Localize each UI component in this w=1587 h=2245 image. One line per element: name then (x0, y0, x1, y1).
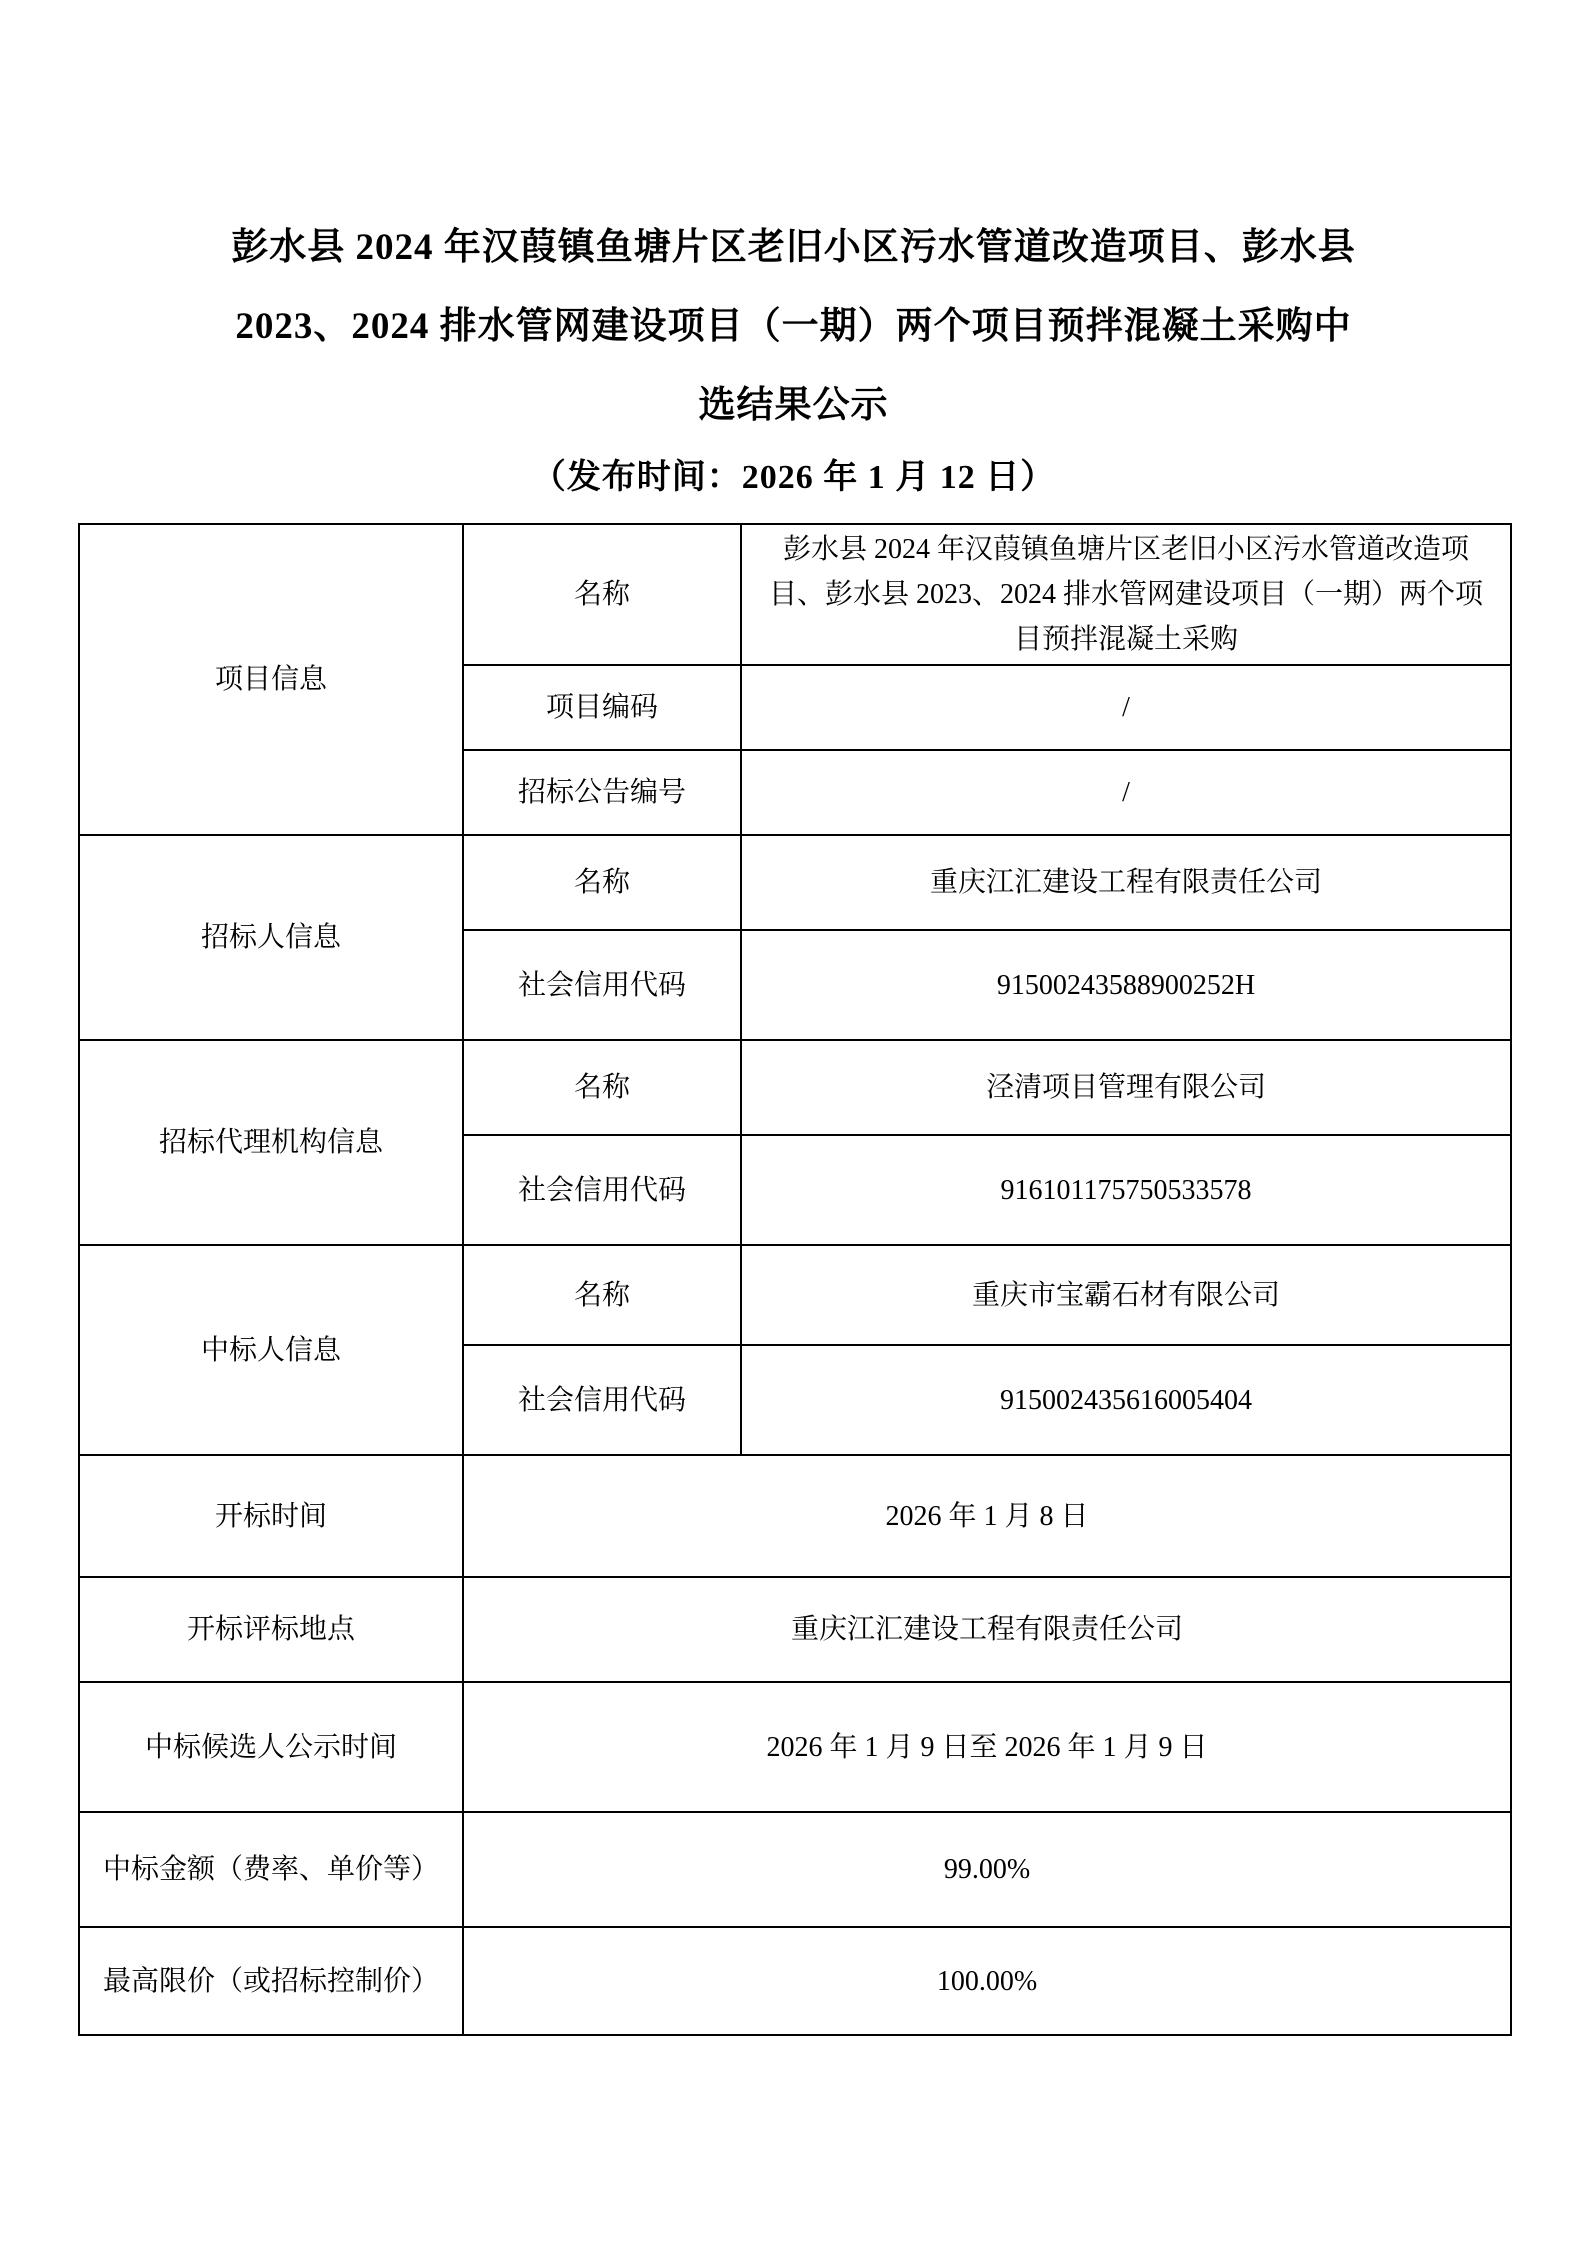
publish-time: （发布时间：2026 年 1 月 12 日） (531, 459, 1056, 496)
project-info-group-label: 项目信息 (79, 524, 463, 835)
table-row (79, 1682, 1511, 1812)
result-table (78, 523, 1512, 2036)
winning-amount-value: 99.00% (463, 1812, 1511, 1927)
tenderer-credit-code-label: 社会信用代码 (463, 930, 741, 1040)
tenderer-name-label: 名称 (463, 835, 741, 930)
project-name-value: 彭水县 2024 年汉葭镇鱼塘片区老旧小区污水管道改造项目、彭水县 2023、2024 排水管网建设项目（一期）两个项目预拌混凝土采购 (741, 524, 1511, 665)
agency-name-label: 名称 (463, 1040, 741, 1135)
table-row (79, 1577, 1511, 1682)
agency-group-label: 招标代理机构信息 (79, 1040, 463, 1245)
table-row (79, 1455, 1511, 1577)
tenderer-credit-code-value: 91500243588900252H (741, 930, 1511, 1040)
tender-notice-number-value: / (741, 750, 1511, 835)
bid-opening-place-value: 重庆江汇建设工程有限责任公司 (463, 1577, 1511, 1682)
winner-credit-code-label: 社会信用代码 (463, 1345, 741, 1455)
bid-opening-time-value: 2026 年 1 月 8 日 (463, 1455, 1511, 1577)
document-title-line-2: 2023、2024 排水管网建设项目（一期）两个项目预拌混凝土采购中 (235, 306, 1352, 347)
tenderer-name-value: 重庆江汇建设工程有限责任公司 (741, 835, 1511, 930)
bid-opening-time-label: 开标时间 (79, 1455, 463, 1577)
table-row (79, 524, 1511, 665)
document-title (0, 0, 1587, 445)
project-name-label: 名称 (463, 524, 741, 665)
table-row (79, 1040, 1511, 1135)
project-code-label: 项目编码 (463, 665, 741, 750)
winner-group-label: 中标人信息 (79, 1245, 463, 1455)
winner-name-label: 名称 (463, 1245, 741, 1345)
candidate-publicity-time-value: 2026 年 1 月 9 日至 2026 年 1 月 9 日 (463, 1682, 1511, 1812)
bid-opening-place-label: 开标评标地点 (79, 1577, 463, 1682)
agency-credit-code-value: 916101175750533578 (741, 1135, 1511, 1245)
max-price-value: 100.00% (463, 1927, 1511, 2035)
winner-credit-code-value: 915002435616005404 (741, 1345, 1511, 1455)
agency-credit-code-label: 社会信用代码 (463, 1135, 741, 1245)
document-title-line-3: 选结果公示 (698, 385, 889, 426)
winner-name-value: 重庆市宝霸石材有限公司 (741, 1245, 1511, 1345)
table-row (79, 1812, 1511, 1927)
tender-notice-number-label: 招标公告编号 (463, 750, 741, 835)
agency-name-value: 泾清项目管理有限公司 (741, 1040, 1511, 1135)
project-code-value: / (741, 665, 1511, 750)
table-row (79, 1245, 1511, 1345)
winning-amount-label: 中标金额（费率、单价等） (79, 1812, 463, 1927)
table-row (79, 1927, 1511, 2035)
tenderer-group-label: 招标人信息 (79, 835, 463, 1040)
table-row (79, 835, 1511, 930)
document-title-line-1: 彭水县 2024 年汉葭镇鱼塘片区老旧小区污水管道改造项目、彭水县 (231, 227, 1356, 268)
max-price-label: 最高限价（或招标控制价） (79, 1927, 463, 2035)
candidate-publicity-time-label: 中标候选人公示时间 (79, 1682, 463, 1812)
